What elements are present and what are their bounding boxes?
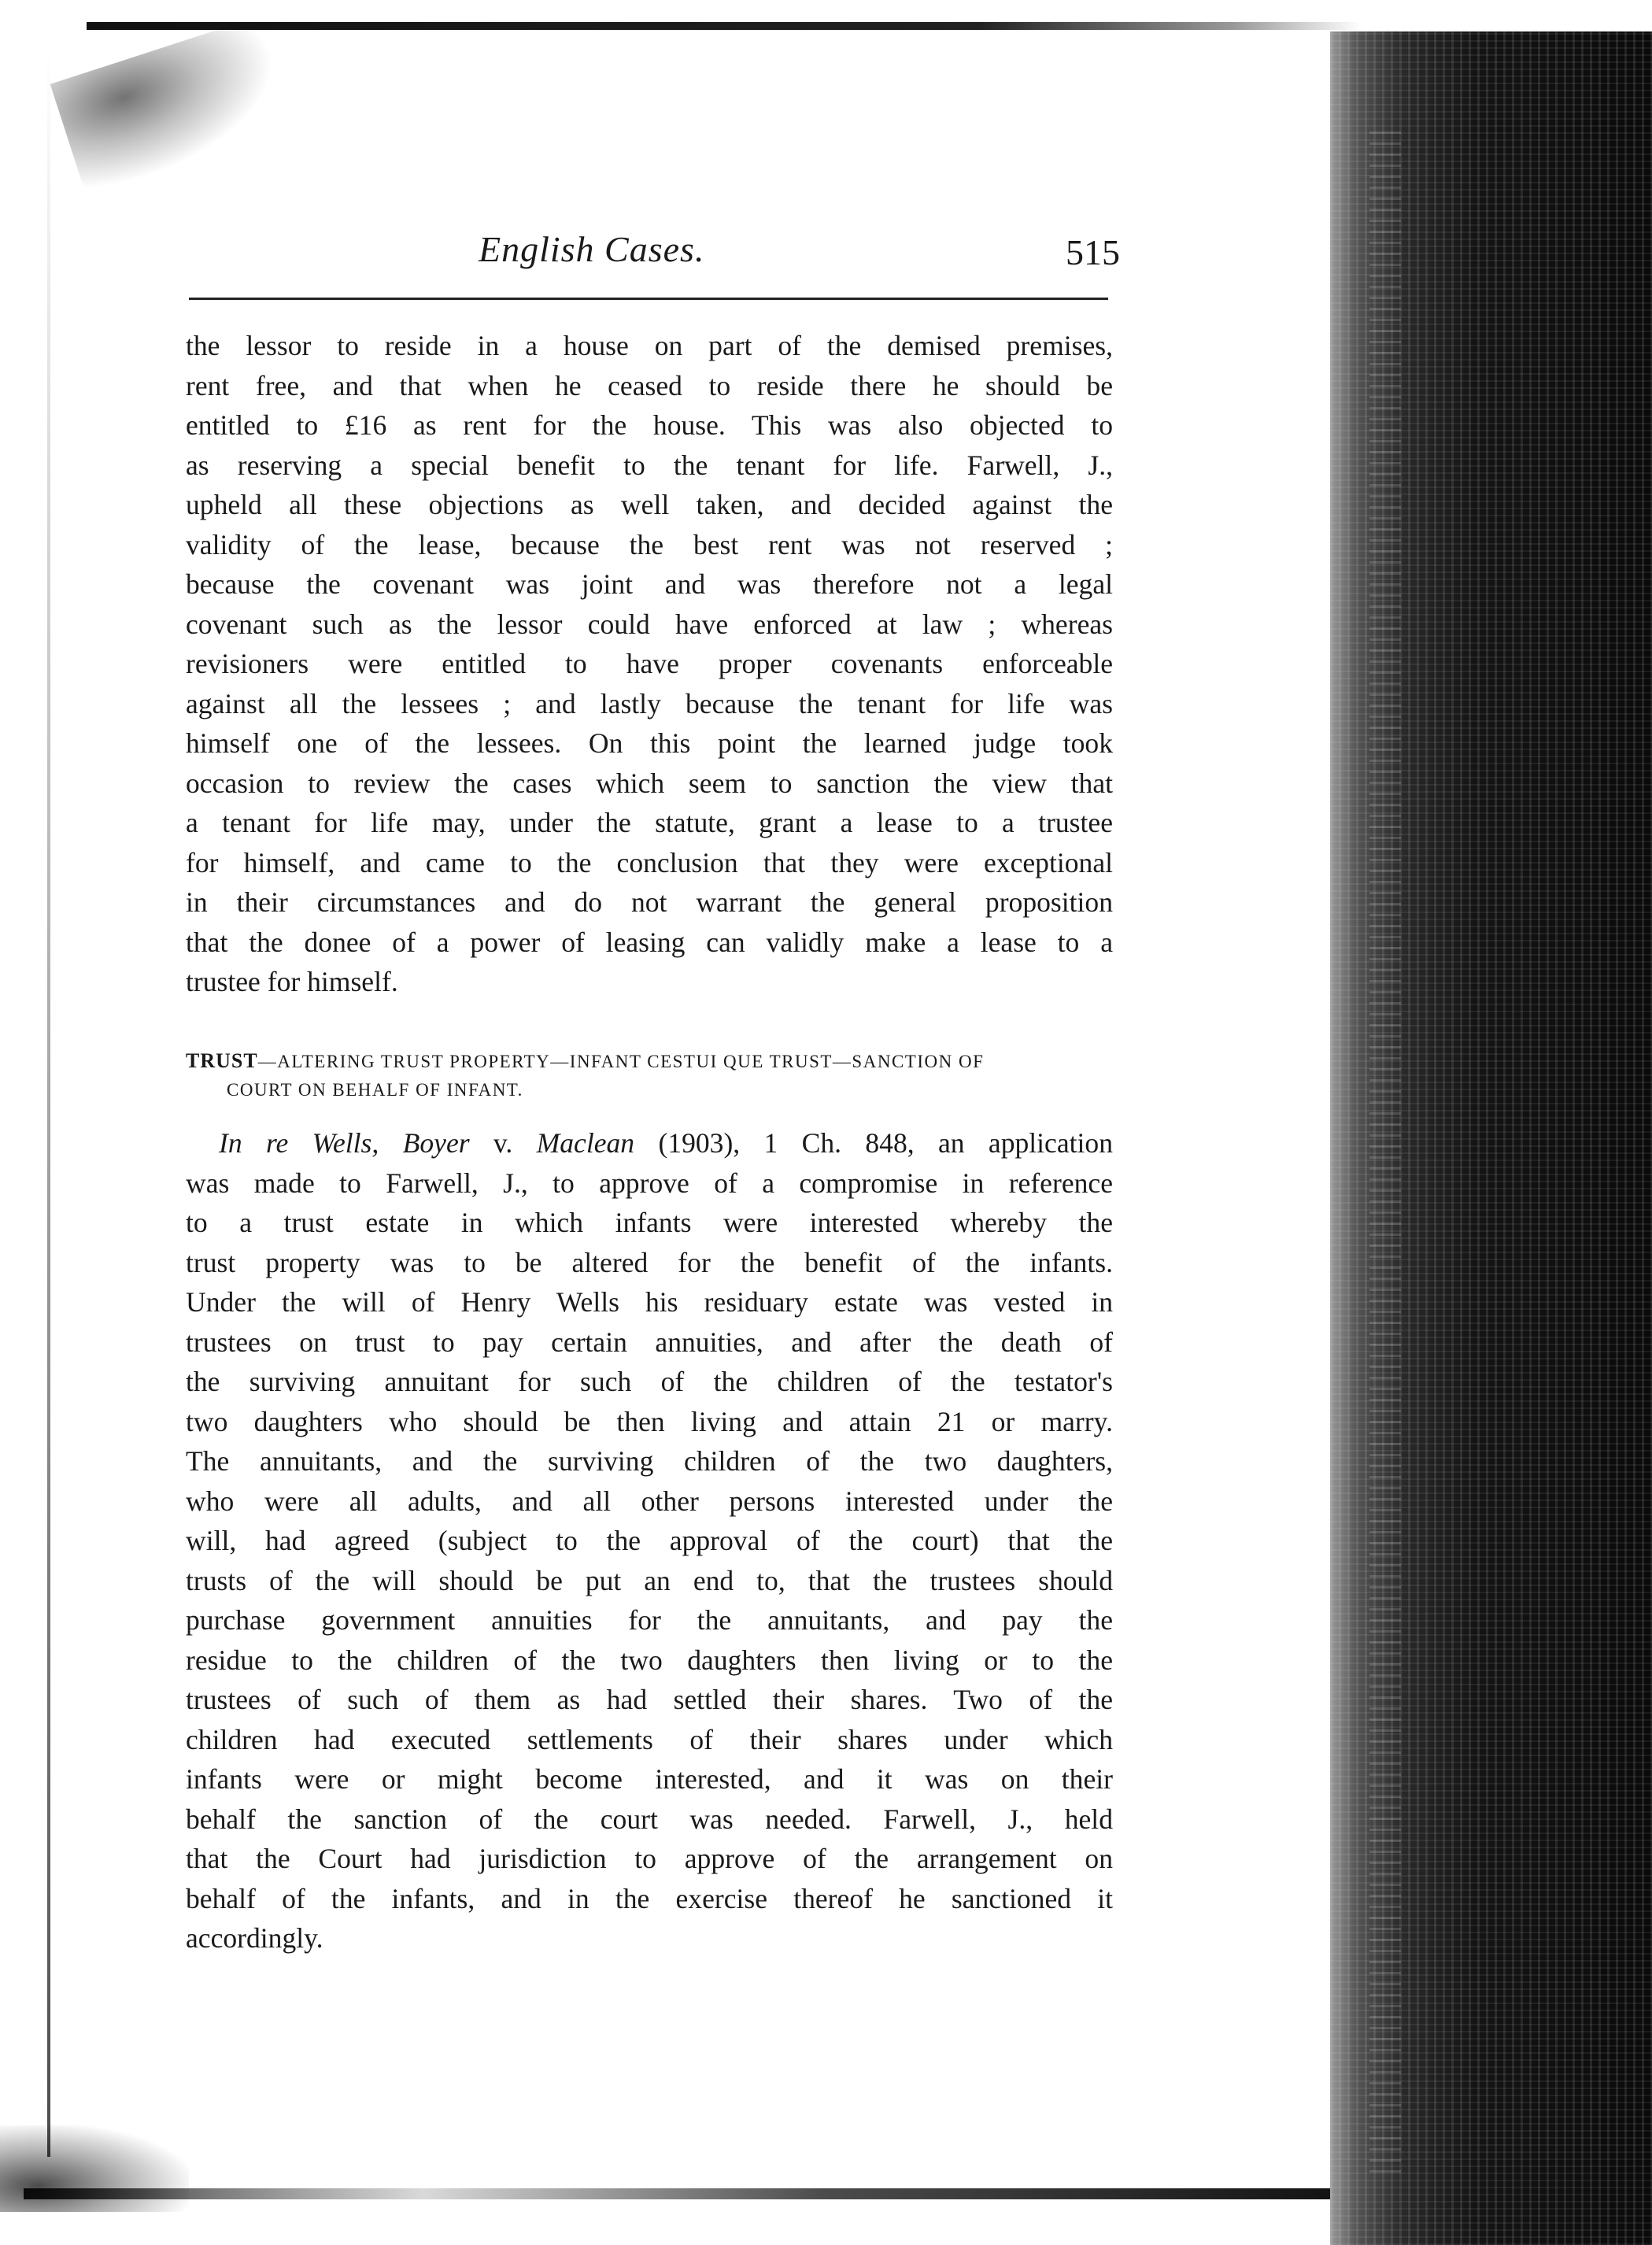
- text-line: that the Court had jurisdiction to approve of the arrangement on: [186, 1843, 1113, 1874]
- text-line: to a trust estate in which infants were interested whereby the: [186, 1207, 1113, 1238]
- case-versus: v.: [469, 1127, 537, 1159]
- scan-top-edge-shadow: [87, 22, 1362, 30]
- text-line: rent free, and that when he ceased to reside there he should be: [186, 369, 1113, 401]
- section-heading-line-2: COURT ON BEHALF OF INFANT.: [227, 1080, 523, 1100]
- section-heading-lead: TRUST: [186, 1049, 258, 1072]
- section-heading-topics: —ALTERING TRUST PROPERTY—INFANT CESTUI QUE TRUST—SANCTION OF: [257, 1052, 985, 1071]
- text-line: residue to the children of the two daughters then living or to the: [186, 1644, 1113, 1676]
- text-line: occasion to review the cases which seem to sanction the view that: [186, 767, 1113, 799]
- text-line: validity of the lease, because the best rent was not reserved ;: [186, 528, 1113, 560]
- text-line: for himself, and came to the conclusion that they were exceptional: [186, 846, 1113, 878]
- text-line: himself one of the lessees. On this point the learned judge took: [186, 727, 1113, 759]
- text-line: behalf of the infants, and in the exercise thereof he sanctioned it: [186, 1882, 1113, 1914]
- case-name: In re Wells, Boyer: [219, 1127, 470, 1159]
- text-line: trustee for himself.: [186, 966, 398, 997]
- text-line: accordingly.: [186, 1922, 323, 1954]
- text-line: who were all adults, and all other persons interested under the: [186, 1485, 1113, 1517]
- text-line: will, had agreed (subject to the approval of the court) that the: [186, 1525, 1113, 1556]
- text-line: upheld all these objections as well taken, and decided against the: [186, 489, 1113, 520]
- case-citation: (1903), 1 Ch. 848, an application: [634, 1127, 1113, 1159]
- text-line: infants were or might become interested, and it was on their: [186, 1763, 1113, 1795]
- section-heading: [186, 1047, 1113, 1104]
- text-line: a tenant for life may, under the statute, grant a lease to a trustee: [186, 807, 1113, 838]
- text-line: children had executed settlements of their shares under which: [186, 1723, 1113, 1755]
- text-line: trusts of the will should be put an end to, that the trustees should: [186, 1564, 1113, 1596]
- page-header: [179, 228, 1120, 291]
- header-rule: [189, 298, 1108, 300]
- text-line: two daughters who should be then living and attain 21 or marry.: [186, 1405, 1113, 1437]
- paragraph-1: [186, 326, 1113, 1002]
- text-line: that the donee of a power of leasing can validly make a lease to a: [186, 926, 1113, 958]
- text-line: against all the lessees ; and lastly because the tenant for life was: [186, 687, 1113, 719]
- text-line: purchase government annuities for the annuitants, and pay the: [186, 1604, 1113, 1636]
- text-line: the lessor to reside in a house on part of the demised premises,: [186, 330, 1113, 361]
- scan-bottom-edge-shadow: [24, 2188, 1354, 2199]
- text-line: trustees on trust to pay certain annuities, and after the death of: [186, 1326, 1113, 1358]
- case-citation-line: [186, 1123, 1113, 1163]
- paragraph-2: [186, 1123, 1113, 1958]
- text-line: covenant such as the lessor could have enforced at law ; whereas: [186, 608, 1113, 640]
- section-heading-line-1: [186, 1047, 1113, 1076]
- text-line: as reserving a special benefit to the tenant for life. Farwell, J.,: [186, 449, 1113, 481]
- text-line: The annuitants, and the surviving children of the two daughters,: [186, 1445, 1113, 1477]
- case-party: Maclean: [536, 1127, 635, 1159]
- scan-corner-smudge-bottom: [0, 2125, 189, 2212]
- page-number: 515: [1066, 232, 1120, 272]
- text-line: trust property was to be altered for the benefit of the infants.: [186, 1246, 1113, 1278]
- text-line: was made to Farwell, J., to approve of a compromise in reference: [186, 1167, 1113, 1199]
- book-binding-texture: [1369, 126, 1401, 2173]
- text-line: entitled to £16 as rent for the house. This was also objected to: [186, 409, 1113, 441]
- scan-corner-smudge: [50, 16, 297, 196]
- text-line: trustees of such of them as had settled their shares. Two of the: [186, 1684, 1113, 1715]
- text-line: revisioners were entitled to have proper covenants enforceable: [186, 648, 1113, 679]
- text-line: Under the will of Henry Wells his residuary estate was vested in: [186, 1286, 1113, 1318]
- text-line: behalf the sanction of the court was needed. Farwell, J., held: [186, 1803, 1113, 1835]
- scan-left-edge-shadow: [47, 47, 50, 2157]
- running-head: English Cases.: [479, 229, 705, 269]
- text-line: because the covenant was joint and was therefore not a legal: [186, 568, 1113, 600]
- text-line: the surviving annuitant for such of the children of the testator's: [186, 1366, 1113, 1397]
- text-line: in their circumstances and do not warrant the general proposition: [186, 886, 1113, 918]
